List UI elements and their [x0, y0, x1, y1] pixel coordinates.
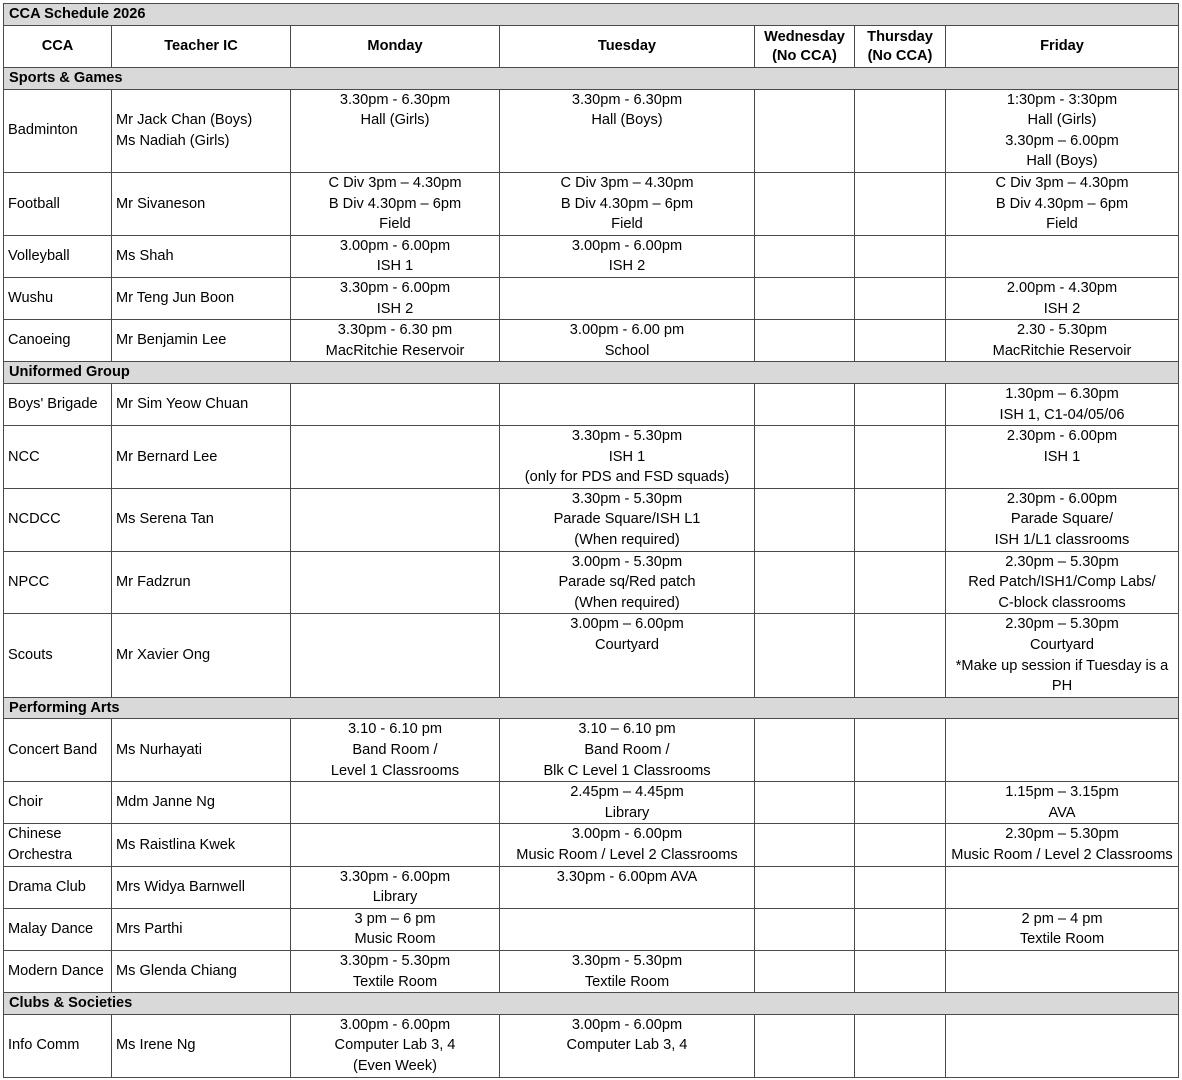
tuesday-line: Music Room / Level 2 Classrooms — [516, 846, 738, 863]
thursday-cell — [855, 235, 946, 277]
monday-cell — [291, 235, 500, 277]
header-friday — [946, 26, 1179, 68]
cca-line: Choir — [8, 794, 43, 811]
tuesday-cell — [500, 426, 755, 489]
monday-cell — [291, 89, 500, 172]
wednesday-cell — [755, 551, 855, 614]
friday-line: Field — [1046, 216, 1078, 233]
tuesday-line: Textile Room — [584, 973, 670, 990]
tuesday-cell — [500, 235, 755, 277]
header-thursday — [855, 26, 946, 68]
friday-line: MacRitchie Reservoir — [992, 342, 1132, 359]
tuesday-line: Parade sq/Red patch — [558, 574, 696, 591]
monday-line: Computer Lab 3, 4 — [334, 1037, 456, 1054]
header-teacher — [112, 26, 291, 68]
table-row — [4, 719, 1179, 782]
teacher-line: Mr Teng Jun Boon — [116, 290, 235, 307]
cca-line: Chinese — [8, 826, 62, 843]
table-row — [4, 383, 1179, 425]
tuesday-cell — [500, 614, 755, 697]
monday-cell — [291, 551, 500, 614]
thursday-cell — [855, 426, 946, 489]
friday-line: B Div 4.30pm – 6pm — [995, 195, 1129, 212]
tuesday-line: Courtyard — [594, 637, 660, 654]
cca-cell — [4, 824, 112, 866]
tuesday-cell — [500, 782, 755, 824]
teacher-line: Mr Sivaneson — [116, 195, 206, 212]
friday-cell — [946, 1014, 1179, 1077]
friday-line: 2.30pm – 5.30pm — [1005, 616, 1119, 633]
friday-cell — [946, 488, 1179, 551]
cca-schedule-table — [3, 3, 1179, 1078]
section-heading: Performing Arts — [4, 697, 1179, 719]
monday-line: 3.30pm - 5.30pm — [339, 952, 451, 969]
tuesday-cell — [500, 824, 755, 866]
section-row — [4, 68, 1179, 90]
cca-cell — [4, 1014, 112, 1077]
teacher-line: Ms Nurhayati — [116, 742, 202, 758]
teacher-cell — [112, 172, 291, 235]
monday-cell — [291, 1014, 500, 1077]
monday-cell — [291, 824, 500, 866]
header-monday-line: Monday — [367, 38, 423, 54]
header-thursday-line: Thursday — [867, 28, 933, 45]
table-row — [4, 1014, 1179, 1077]
wednesday-cell — [755, 383, 855, 425]
header-wednesday — [755, 26, 855, 68]
monday-line: Textile Room — [352, 973, 438, 990]
cca-cell — [4, 719, 112, 782]
header-cca — [4, 26, 112, 68]
friday-cell — [946, 782, 1179, 824]
teacher-cell — [112, 551, 291, 614]
header-cca-line: CCA — [41, 38, 74, 54]
friday-line: AVA — [1048, 804, 1076, 821]
table-row — [4, 172, 1179, 235]
tuesday-cell — [500, 488, 755, 551]
thursday-cell — [855, 1014, 946, 1077]
friday-line: 2 pm – 4 pm — [1021, 910, 1103, 927]
tuesday-line: 3.30pm - 5.30pm — [571, 428, 683, 445]
friday-line: *Make up session if Tuesday is a — [955, 657, 1169, 674]
table-row — [4, 866, 1179, 908]
friday-line: ISH 1 — [1043, 448, 1081, 465]
cca-cell — [4, 89, 112, 172]
friday-cell — [946, 950, 1179, 992]
friday-line: ISH 1/L1 classrooms — [994, 532, 1130, 549]
table-row — [4, 235, 1179, 277]
monday-cell — [291, 172, 500, 235]
monday-cell — [291, 908, 500, 950]
friday-line: 2.30pm – 5.30pm — [1005, 826, 1119, 843]
cca-line: Badminton — [8, 122, 78, 139]
teacher-line: Ms Nadiah (Girls) — [116, 132, 230, 149]
thursday-cell — [855, 908, 946, 950]
teacher-cell — [112, 235, 291, 277]
cca-cell — [4, 908, 112, 950]
monday-cell — [291, 320, 500, 362]
monday-line: 3 pm – 6 pm — [354, 910, 436, 927]
tuesday-cell — [500, 89, 755, 172]
teacher-cell — [112, 824, 291, 866]
thursday-cell — [855, 277, 946, 319]
teacher-line: Ms Shah — [116, 248, 174, 265]
friday-line: Red Patch/ISH1/Comp Labs/ — [968, 574, 1156, 591]
tuesday-line: Blk C Level 1 Classrooms — [543, 762, 711, 779]
friday-cell — [946, 824, 1179, 866]
monday-line: ISH 2 — [376, 300, 414, 317]
friday-line: Music Room / Level 2 Classrooms — [951, 846, 1173, 863]
teacher-cell — [112, 614, 291, 697]
cca-cell — [4, 235, 112, 277]
friday-line: C Div 3pm – 4.30pm — [995, 174, 1129, 191]
tuesday-line: B Div 4.30pm – 6pm — [560, 195, 694, 212]
thursday-cell — [855, 719, 946, 782]
table-row — [4, 320, 1179, 362]
teacher-cell — [112, 320, 291, 362]
monday-line: MacRitchie Reservoir — [325, 342, 465, 359]
friday-line: ISH 1, C1-04/05/06 — [999, 406, 1125, 423]
thursday-cell — [855, 824, 946, 866]
header-tuesday — [500, 26, 755, 68]
tuesday-line: Computer Lab 3, 4 — [566, 1037, 688, 1054]
monday-line: Band Room / — [352, 742, 438, 758]
monday-line: Level 1 Classrooms — [330, 762, 460, 779]
table-row — [4, 908, 1179, 950]
tuesday-line: 3.00pm - 6.00pm — [571, 237, 683, 254]
thursday-cell — [855, 614, 946, 697]
wednesday-cell — [755, 782, 855, 824]
friday-line: Courtyard — [1029, 637, 1095, 654]
cca-line: Football — [8, 195, 60, 212]
teacher-line: Mdm Janne Ng — [116, 794, 215, 811]
cca-cell — [4, 614, 112, 697]
teacher-line: Mr Jack Chan (Boys) — [116, 112, 253, 129]
tuesday-line: 3.00pm - 5.30pm — [571, 553, 683, 570]
monday-line: 3.10 - 6.10 pm — [347, 721, 443, 738]
teacher-cell — [112, 383, 291, 425]
cca-cell — [4, 383, 112, 425]
monday-line: 3.30pm - 6.30 pm — [337, 322, 453, 339]
wednesday-cell — [755, 866, 855, 908]
wednesday-cell — [755, 824, 855, 866]
friday-line: 2.30pm - 6.00pm — [1006, 490, 1118, 507]
section-row — [4, 362, 1179, 384]
monday-cell — [291, 614, 500, 697]
tuesday-line: (When required) — [574, 594, 680, 611]
teacher-cell — [112, 866, 291, 908]
cca-cell — [4, 426, 112, 489]
tuesday-cell — [500, 172, 755, 235]
cca-cell — [4, 172, 112, 235]
thursday-cell — [855, 320, 946, 362]
cca-cell — [4, 782, 112, 824]
monday-line: Library — [372, 889, 418, 906]
friday-cell — [946, 719, 1179, 782]
wednesday-cell — [755, 426, 855, 489]
tuesday-line: (When required) — [574, 532, 680, 549]
cca-cell — [4, 551, 112, 614]
tuesday-cell — [500, 950, 755, 992]
thursday-cell — [855, 551, 946, 614]
cca-line: Drama Club — [8, 878, 86, 895]
cca-line: Modern Dance — [8, 963, 104, 980]
tuesday-line: (only for PDS and FSD squads) — [524, 469, 730, 486]
cca-line: Boys' Brigade — [8, 396, 98, 413]
cca-line: NCC — [8, 448, 40, 465]
friday-line: C-block classrooms — [998, 594, 1126, 611]
tuesday-cell — [500, 719, 755, 782]
monday-line: 3.00pm - 6.00pm — [339, 1016, 451, 1033]
thursday-cell — [855, 172, 946, 235]
friday-line: 1.15pm – 3.15pm — [1005, 784, 1119, 801]
monday-cell — [291, 426, 500, 489]
friday-cell — [946, 614, 1179, 697]
monday-line: (Even Week) — [352, 1057, 438, 1074]
monday-line: 3.00pm - 6.00pm — [339, 237, 451, 254]
friday-line: 3.30pm – 6.00pm — [1005, 132, 1119, 149]
thursday-cell — [855, 89, 946, 172]
tuesday-line: 2.45pm – 4.45pm — [570, 784, 684, 801]
tuesday-line: 3.30pm - 5.30pm — [571, 490, 683, 507]
tuesday-cell — [500, 908, 755, 950]
monday-line: 3.30pm - 6.30pm — [339, 91, 451, 108]
thursday-cell — [855, 950, 946, 992]
teacher-line: Ms Irene Ng — [116, 1037, 196, 1054]
table-row — [4, 89, 1179, 172]
header-teacher-line: Teacher IC — [164, 38, 238, 54]
teacher-line: Mr Xavier Ong — [116, 647, 211, 664]
tuesday-line: School — [604, 342, 650, 359]
table-row — [4, 426, 1179, 489]
section-row — [4, 993, 1179, 1015]
wednesday-cell — [755, 172, 855, 235]
monday-cell — [291, 488, 500, 551]
cca-line: Info Comm — [8, 1037, 80, 1054]
teacher-cell — [112, 426, 291, 489]
thursday-cell — [855, 488, 946, 551]
tuesday-line: ISH 1 — [608, 448, 646, 465]
friday-cell — [946, 235, 1179, 277]
cca-line: Volleyball — [8, 248, 70, 265]
teacher-line: Ms Raistlina Kwek — [116, 836, 236, 853]
tuesday-line: Field — [611, 216, 643, 233]
cca-line: Wushu — [8, 290, 54, 307]
table-row — [4, 950, 1179, 992]
friday-line: Hall (Boys) — [1026, 153, 1098, 170]
friday-cell — [946, 320, 1179, 362]
friday-cell — [946, 908, 1179, 950]
teacher-cell — [112, 950, 291, 992]
friday-line: Textile Room — [1019, 931, 1105, 948]
tuesday-line: 3.30pm - 5.30pm — [571, 952, 683, 969]
teacher-cell — [112, 1014, 291, 1077]
friday-line: Parade Square/ — [1010, 511, 1114, 528]
wednesday-cell — [755, 320, 855, 362]
tuesday-line: 3.00pm - 6.00pm — [571, 1016, 683, 1033]
wednesday-cell — [755, 614, 855, 697]
tuesday-line: ISH 2 — [608, 258, 646, 275]
tuesday-line: Parade Square/ISH L1 — [553, 511, 701, 528]
header-thursday-line: (No CCA) — [867, 47, 933, 64]
tuesday-line: 3.00pm - 6.00 pm — [569, 322, 685, 339]
tuesday-line: 3.30pm - 6.00pm AVA — [556, 868, 698, 885]
cca-line: NCDCC — [8, 511, 61, 528]
friday-line: 1:30pm - 3:30pm — [1006, 91, 1118, 108]
table-row — [4, 551, 1179, 614]
monday-cell — [291, 277, 500, 319]
cca-line: Scouts — [8, 647, 53, 664]
cca-cell — [4, 950, 112, 992]
cca-line: Canoeing — [8, 332, 71, 349]
table-row — [4, 488, 1179, 551]
tuesday-cell — [500, 277, 755, 319]
header-wednesday-line: Wednesday — [764, 28, 845, 45]
tuesday-line: Library — [604, 804, 650, 821]
wednesday-cell — [755, 488, 855, 551]
table-row — [4, 277, 1179, 319]
monday-cell — [291, 782, 500, 824]
wednesday-cell — [755, 950, 855, 992]
cca-line: Concert Band — [8, 742, 98, 758]
section-heading: Uniformed Group — [4, 362, 1179, 384]
teacher-line: Mrs Widya Barnwell — [116, 878, 245, 895]
wednesday-cell — [755, 719, 855, 782]
column-header-row — [4, 26, 1179, 68]
friday-line: 2.30pm – 5.30pm — [1005, 553, 1119, 570]
tuesday-line: 3.00pm – 6.00pm — [570, 616, 684, 633]
thursday-cell — [855, 383, 946, 425]
cca-cell — [4, 277, 112, 319]
friday-cell — [946, 426, 1179, 489]
friday-line: PH — [1051, 678, 1073, 695]
monday-line: C Div 3pm – 4.30pm — [328, 174, 462, 191]
friday-line: 2.30pm - 6.00pm — [1006, 428, 1118, 445]
table-row — [4, 824, 1179, 866]
teacher-cell — [112, 782, 291, 824]
tuesday-cell — [500, 1014, 755, 1077]
cca-line: Malay Dance — [8, 921, 94, 938]
wednesday-cell — [755, 277, 855, 319]
tuesday-line: 3.10 – 6.10 pm — [578, 721, 676, 738]
header-tuesday-line: Tuesday — [597, 38, 657, 54]
teacher-cell — [112, 719, 291, 782]
monday-line: ISH 1 — [376, 258, 414, 275]
tuesday-cell — [500, 551, 755, 614]
table-row — [4, 614, 1179, 697]
monday-line: 3.30pm - 6.00pm — [339, 868, 451, 885]
friday-line: Hall (Girls) — [1027, 112, 1097, 129]
section-row — [4, 697, 1179, 719]
thursday-cell — [855, 866, 946, 908]
monday-line: B Div 4.30pm – 6pm — [328, 195, 462, 212]
teacher-cell — [112, 277, 291, 319]
tuesday-cell — [500, 320, 755, 362]
schedule-body — [4, 68, 1179, 1078]
tuesday-line: C Div 3pm – 4.30pm — [560, 174, 694, 191]
cca-cell — [4, 866, 112, 908]
wednesday-cell — [755, 908, 855, 950]
tuesday-line: 3.30pm - 6.30pm — [571, 91, 683, 108]
wednesday-cell — [755, 1014, 855, 1077]
friday-line: 1.30pm – 6.30pm — [1005, 385, 1119, 402]
wednesday-cell — [755, 235, 855, 277]
teacher-line: Mr Fadzrun — [116, 574, 191, 591]
monday-cell — [291, 719, 500, 782]
friday-line: 2.30 - 5.30pm — [1016, 322, 1108, 339]
teacher-line: Mr Benjamin Lee — [116, 332, 227, 349]
monday-cell — [291, 866, 500, 908]
monday-line: Hall (Girls) — [360, 112, 430, 129]
schedule-title: CCA Schedule 2026 — [4, 4, 1179, 26]
teacher-line: Mr Sim Yeow Chuan — [116, 396, 249, 413]
friday-line: 2.00pm - 4.30pm — [1006, 279, 1118, 296]
tuesday-cell — [500, 866, 755, 908]
monday-line: Music Room — [354, 931, 436, 948]
teacher-cell — [112, 908, 291, 950]
tuesday-line: Hall (Boys) — [591, 112, 663, 129]
teacher-cell — [112, 89, 291, 172]
friday-cell — [946, 277, 1179, 319]
friday-cell — [946, 89, 1179, 172]
monday-line: 3.30pm - 6.00pm — [339, 279, 451, 296]
friday-cell — [946, 866, 1179, 908]
monday-cell — [291, 950, 500, 992]
thursday-cell — [855, 782, 946, 824]
teacher-line: Ms Glenda Chiang — [116, 963, 237, 980]
tuesday-line: 3.00pm - 6.00pm — [571, 826, 683, 843]
cca-cell — [4, 320, 112, 362]
header-monday — [291, 26, 500, 68]
section-heading: Clubs & Societies — [4, 993, 1179, 1015]
tuesday-cell — [500, 383, 755, 425]
table-row — [4, 782, 1179, 824]
tuesday-line: Band Room / — [584, 742, 670, 758]
header-wednesday-line: (No CCA) — [772, 47, 837, 64]
friday-line: ISH 2 — [1043, 300, 1081, 317]
friday-cell — [946, 551, 1179, 614]
teacher-line: Mrs Parthi — [116, 921, 183, 938]
wednesday-cell — [755, 89, 855, 172]
cca-line: NPCC — [8, 574, 50, 591]
friday-cell — [946, 172, 1179, 235]
monday-line: Field — [379, 216, 411, 233]
monday-cell — [291, 383, 500, 425]
teacher-cell — [112, 488, 291, 551]
section-heading: Sports & Games — [4, 68, 1179, 90]
teacher-line: Ms Serena Tan — [116, 511, 214, 528]
teacher-line: Mr Bernard Lee — [116, 448, 218, 465]
friday-cell — [946, 383, 1179, 425]
header-friday-line: Friday — [1040, 38, 1084, 54]
cca-cell — [4, 488, 112, 551]
cca-line: Orchestra — [8, 846, 73, 863]
